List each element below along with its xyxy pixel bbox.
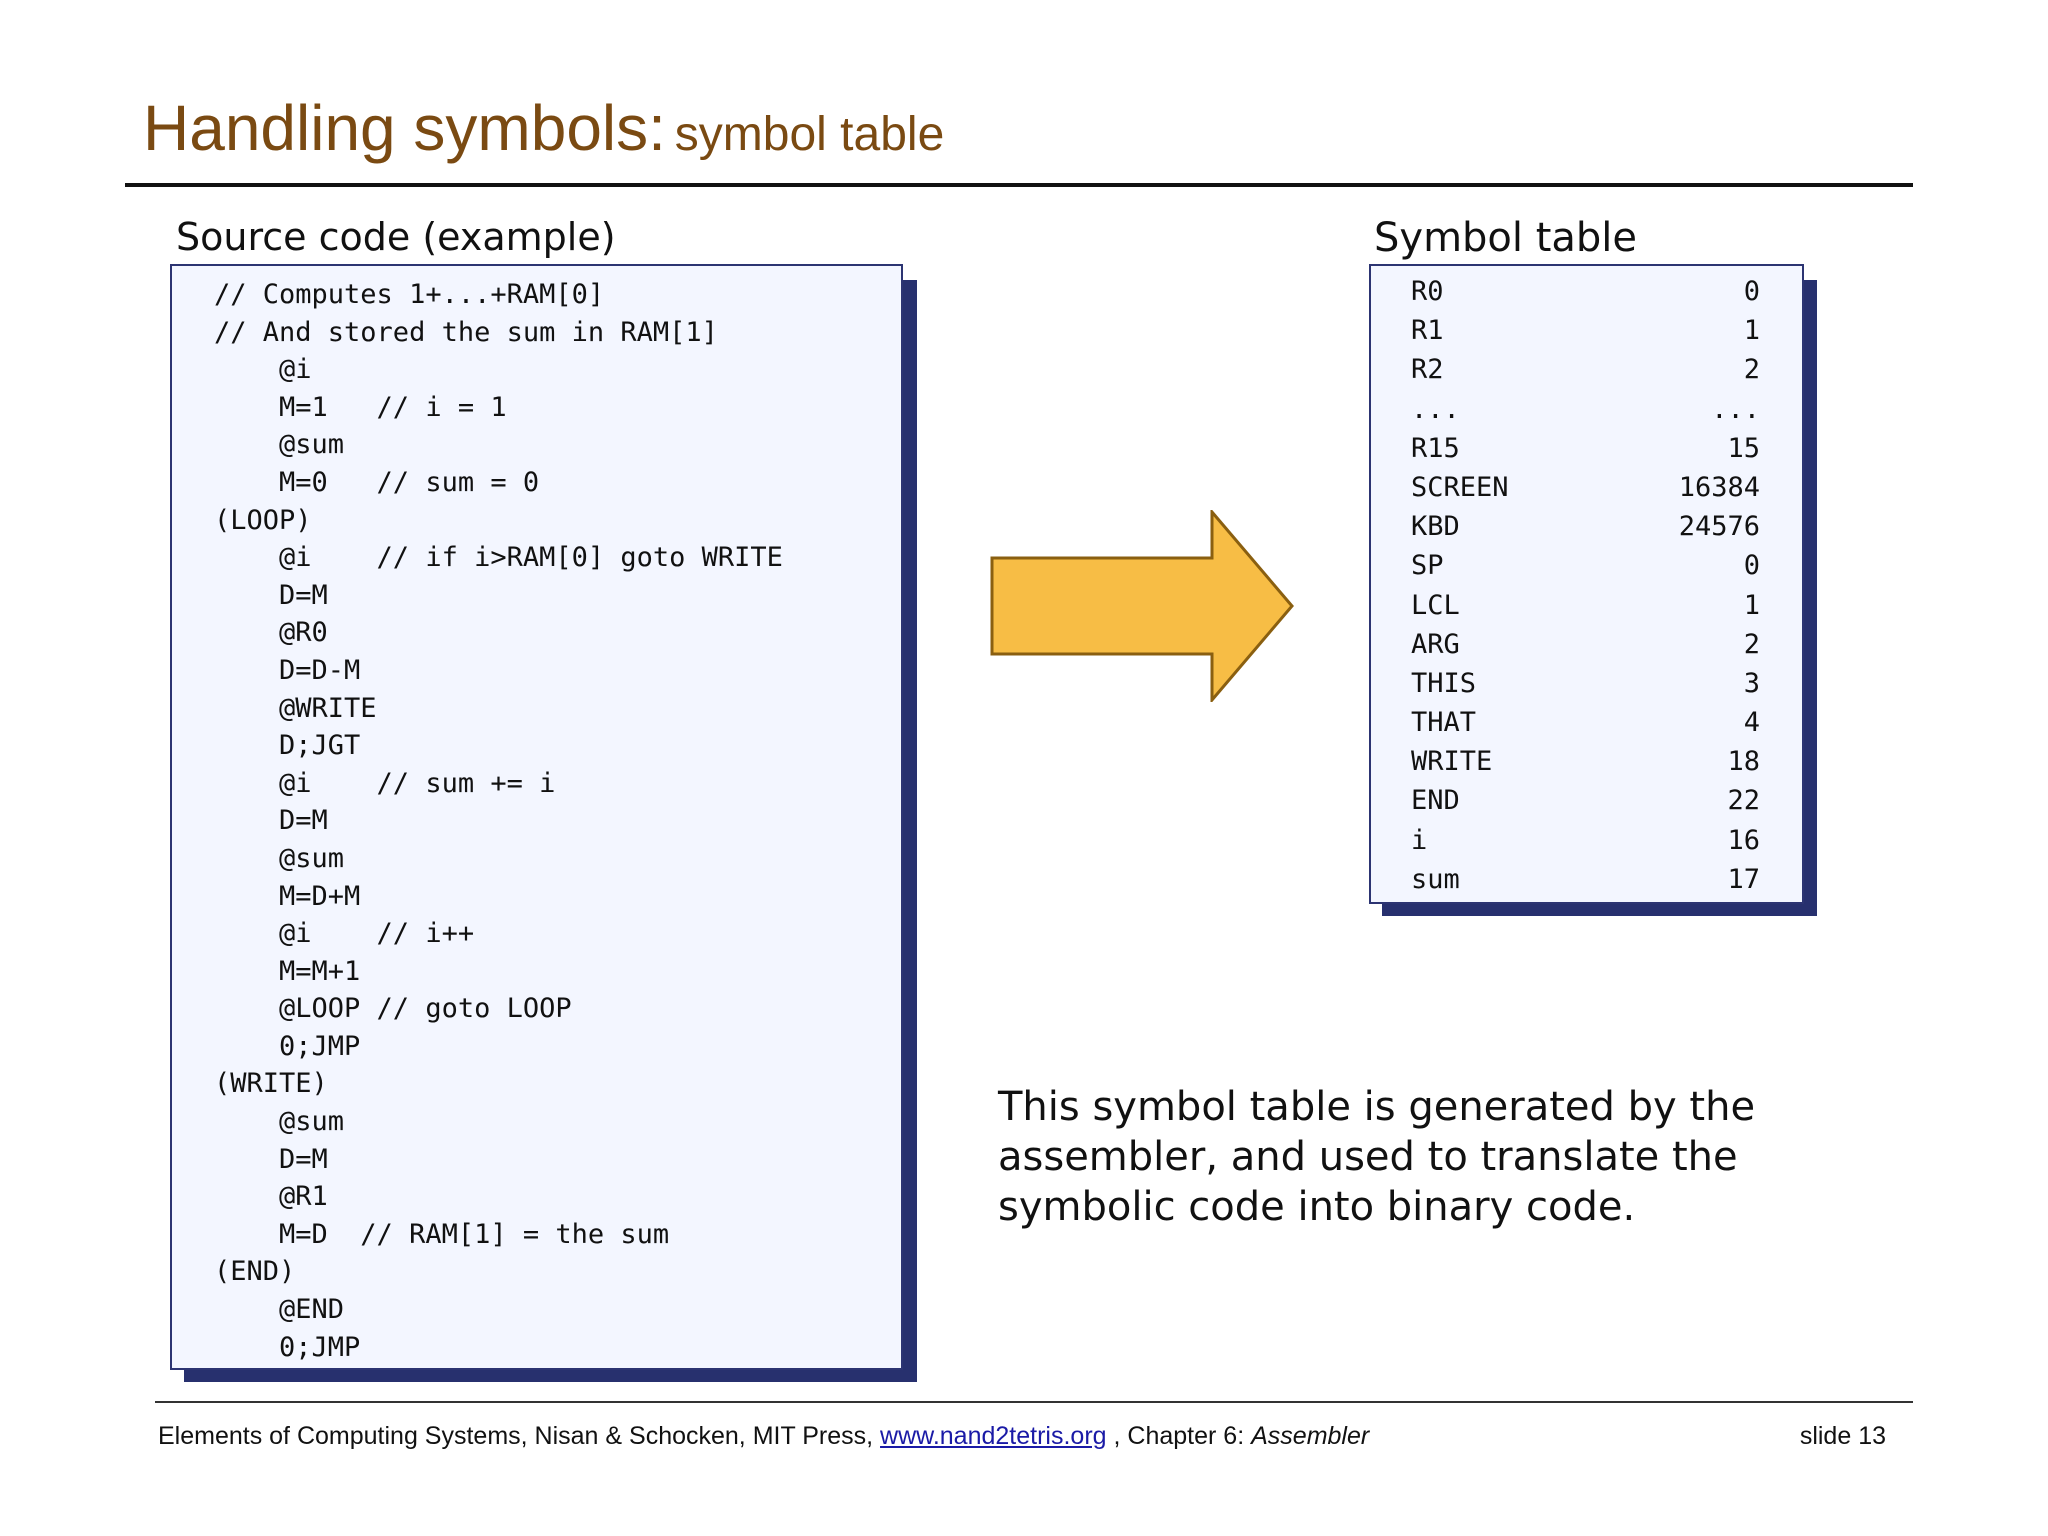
- code-line: M=M+1: [214, 955, 361, 987]
- symbol-name: R2: [1411, 354, 1444, 386]
- symbol-table-row: [1411, 860, 1760, 899]
- source-code-listing: [214, 276, 783, 1366]
- code-line: @i // i++: [214, 918, 475, 950]
- symbol-address: ...: [1711, 393, 1760, 425]
- symbol-name: i: [1411, 824, 1428, 856]
- symbol-name: ARG: [1411, 628, 1460, 660]
- slide-title: [143, 92, 945, 164]
- symbol-address: 1: [1743, 315, 1760, 347]
- symbol-table-row: [1411, 272, 1760, 311]
- footer-chapter-name: Assembler: [1251, 1422, 1370, 1450]
- slide-title-sub: symbol table: [674, 108, 945, 161]
- symbol-table-box: [1369, 264, 1804, 904]
- code-line: @R0: [214, 617, 328, 649]
- code-line: D=M: [214, 805, 328, 837]
- symbol-table-row: [1411, 742, 1760, 781]
- symbol-address: 4: [1743, 707, 1760, 739]
- symbol-name: R1: [1411, 315, 1444, 347]
- symbol-address: 22: [1727, 785, 1760, 817]
- symbol-table-row: [1411, 468, 1760, 507]
- code-line: @sum: [214, 842, 345, 874]
- code-line: (LOOP): [214, 504, 312, 536]
- symbol-name: sum: [1411, 863, 1460, 895]
- code-line: @LOOP // goto LOOP: [214, 993, 572, 1025]
- symbol-table-row: [1411, 586, 1760, 625]
- symbol-address: 0: [1743, 276, 1760, 307]
- right-arrow-icon: [990, 510, 1294, 702]
- code-line: (WRITE): [214, 1068, 328, 1100]
- title-divider: [125, 183, 1913, 187]
- symbol-address: 0: [1743, 550, 1760, 582]
- code-line: (END): [214, 1256, 296, 1288]
- code-line: M=1 // i = 1: [214, 391, 507, 423]
- code-line: @i // sum += i: [214, 767, 556, 799]
- code-line: @R1: [214, 1181, 328, 1213]
- symbol-name: LCL: [1411, 589, 1460, 621]
- symbol-address: 15: [1727, 432, 1760, 464]
- symbol-table-row: [1411, 781, 1760, 820]
- symbol-table-caption: Symbol table: [1374, 215, 1638, 261]
- symbol-name: THIS: [1411, 667, 1477, 699]
- symbol-address: 2: [1743, 628, 1760, 660]
- symbol-table: [1411, 272, 1760, 899]
- symbol-address: 3: [1743, 667, 1760, 699]
- symbol-address: 1: [1743, 589, 1760, 621]
- symbol-table-row: [1411, 703, 1760, 742]
- code-line: M=D // RAM[1] = the sum: [214, 1218, 670, 1250]
- footer-chapter: , Chapter 6:: [1113, 1422, 1245, 1450]
- symbol-table-row: [1411, 625, 1760, 664]
- symbol-table-row: [1411, 311, 1760, 350]
- code-line: D;JGT: [214, 730, 361, 762]
- code-line: M=D+M: [214, 880, 361, 912]
- symbol-name: SP: [1411, 550, 1444, 582]
- source-code-box: [170, 264, 903, 1370]
- footer-citation: [158, 1424, 1369, 1449]
- symbol-table-row: [1411, 350, 1760, 389]
- symbol-name: THAT: [1411, 707, 1477, 739]
- symbol-table-row: [1411, 390, 1760, 429]
- code-line: @WRITE: [214, 692, 377, 724]
- code-line: @sum: [214, 1106, 345, 1138]
- symbol-table-row: [1411, 821, 1760, 860]
- footer-divider: [155, 1401, 1913, 1403]
- symbol-address: 2: [1743, 354, 1760, 386]
- code-line: D=D-M: [214, 654, 361, 686]
- code-line: // And stored the sum in RAM[1]: [214, 316, 718, 348]
- symbol-address: 17: [1727, 863, 1760, 895]
- source-code-caption-note: (example): [422, 215, 616, 259]
- symbol-table-row: [1411, 546, 1760, 585]
- slide-title-main: Handling symbols:: [143, 92, 666, 164]
- slide-number: slide 13: [1799, 1422, 1886, 1450]
- code-line: @i: [214, 354, 312, 386]
- symbol-address: 16384: [1678, 471, 1760, 503]
- symbol-name: ...: [1411, 393, 1460, 425]
- symbol-name: SCREEN: [1411, 471, 1509, 503]
- explanation-note: This symbol table is generated by the assembler, and used to translate the symbolic code into binary code.: [998, 1084, 1756, 1230]
- source-code-caption-label: Source code: [176, 215, 411, 259]
- symbol-name: KBD: [1411, 511, 1460, 543]
- code-line: // Computes 1+...+RAM[0]: [214, 279, 605, 310]
- footer-citation-text: Elements of Computing Systems, Nisan & Schocken, MIT Press,: [158, 1422, 874, 1450]
- code-line: @END: [214, 1294, 345, 1326]
- symbol-address: 24576: [1678, 511, 1760, 543]
- footer-link[interactable]: www.nand2tetris.org: [880, 1422, 1107, 1450]
- symbol-name: WRITE: [1411, 746, 1493, 778]
- symbol-address: 18: [1727, 746, 1760, 778]
- symbol-table-row: [1411, 507, 1760, 546]
- code-line: @sum: [214, 429, 345, 461]
- code-line: M=0 // sum = 0: [214, 466, 540, 498]
- symbol-name: R0: [1411, 276, 1444, 307]
- source-code-caption: [176, 215, 616, 259]
- code-line: 0;JMP: [214, 1331, 361, 1363]
- code-line: 0;JMP: [214, 1030, 361, 1062]
- symbol-name: END: [1411, 785, 1460, 817]
- code-line: D=M: [214, 1143, 328, 1175]
- symbol-table-row: [1411, 429, 1760, 468]
- symbol-name: R15: [1411, 432, 1460, 464]
- symbol-table-row: [1411, 664, 1760, 703]
- code-line: @i // if i>RAM[0] goto WRITE: [214, 542, 783, 574]
- symbol-address: 16: [1727, 824, 1760, 856]
- code-line: D=M: [214, 579, 328, 611]
